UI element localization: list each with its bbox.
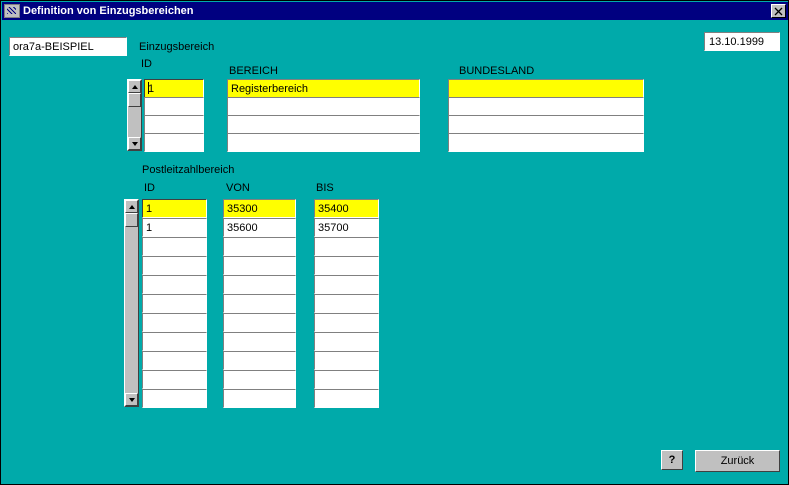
einzugsbereich-column-bereich: BEREICH — [229, 65, 278, 77]
scroll-thumb[interactable] — [125, 213, 138, 227]
plz-bis-cell[interactable] — [314, 370, 379, 389]
help-button[interactable]: ? — [661, 450, 683, 470]
einzugsbereich-bereich-cell[interactable]: Registerbereich — [227, 79, 420, 98]
plz-von-cell[interactable] — [223, 275, 296, 294]
plz-id-cell[interactable] — [142, 389, 207, 408]
postleitzahlbereich-scrollbar[interactable] — [124, 199, 139, 407]
einzugsbereich-bundesland-cell[interactable] — [448, 79, 644, 98]
close-icon[interactable] — [771, 4, 786, 18]
plz-bis-cell[interactable] — [314, 313, 379, 332]
app-icon — [4, 4, 20, 18]
date-field[interactable]: 13.10.1999 — [704, 32, 780, 51]
plz-bis-cell[interactable]: 35400 — [314, 199, 379, 218]
einzugsbereich-bereich-cell[interactable] — [227, 115, 420, 134]
einzugsbereich-id-cell[interactable]: 1 — [144, 79, 204, 98]
plz-bis-cell[interactable] — [314, 389, 379, 408]
einzugsbereich-bundesland-cell[interactable] — [448, 97, 644, 116]
plz-id-cell[interactable] — [142, 294, 207, 313]
plz-bis-cell[interactable] — [314, 294, 379, 313]
postleitzahlbereich-column-id: ID — [144, 182, 155, 194]
plz-von-cell[interactable] — [223, 237, 296, 256]
plz-id-cell[interactable] — [142, 256, 207, 275]
scroll-up-icon[interactable] — [125, 200, 138, 213]
postleitzahlbereich-column-bis: BIS — [316, 182, 334, 194]
einzugsbereich-column-id: ID — [141, 58, 152, 70]
scroll-down-icon[interactable] — [125, 393, 138, 406]
plz-von-cell[interactable] — [223, 313, 296, 332]
plz-bis-cell[interactable]: 35700 — [314, 218, 379, 237]
einzugsbereich-bundesland-cell[interactable] — [448, 115, 644, 134]
plz-von-cell[interactable] — [223, 256, 296, 275]
window-title: Definition von Einzugsbereichen — [23, 5, 194, 17]
plz-id-cell[interactable]: 1 — [142, 218, 207, 237]
einzugsbereich-id-cell[interactable] — [144, 133, 204, 152]
context-field[interactable]: ora7a-BEISPIEL — [9, 37, 127, 56]
einzugsbereich-bereich-cell[interactable] — [227, 97, 420, 116]
scroll-down-icon[interactable] — [128, 137, 141, 150]
scroll-up-icon[interactable] — [128, 80, 141, 93]
scroll-thumb[interactable] — [128, 93, 141, 107]
plz-von-cell[interactable] — [223, 370, 296, 389]
plz-von-cell[interactable] — [223, 351, 296, 370]
postleitzahlbereich-column-von: VON — [226, 182, 250, 194]
title-bar — [2, 2, 789, 20]
plz-bis-cell[interactable] — [314, 351, 379, 370]
back-button[interactable]: Zurück — [695, 450, 780, 472]
plz-id-cell[interactable] — [142, 332, 207, 351]
einzugsbereich-id-cell[interactable] — [144, 115, 204, 134]
einzugsbereich-column-bundesland: BUNDESLAND — [459, 65, 535, 77]
plz-bis-cell[interactable] — [314, 256, 379, 275]
einzugsbereich-section-label: Einzugsbereich — [139, 41, 215, 53]
plz-bis-cell[interactable] — [314, 237, 379, 256]
einzugsbereich-id-cell[interactable] — [144, 97, 204, 116]
postleitzahlbereich-section-label: Postleitzahlbereich — [142, 164, 235, 176]
einzugsbereich-bereich-cell[interactable] — [227, 133, 420, 152]
plz-von-cell[interactable]: 35300 — [223, 199, 296, 218]
plz-id-cell[interactable] — [142, 370, 207, 389]
plz-id-cell[interactable] — [142, 351, 207, 370]
plz-id-cell[interactable]: 1 — [142, 199, 207, 218]
plz-von-cell[interactable] — [223, 332, 296, 351]
einzugsbereich-scrollbar[interactable] — [127, 79, 142, 151]
einzugsbereich-bundesland-cell[interactable] — [448, 133, 644, 152]
plz-id-cell[interactable] — [142, 237, 207, 256]
plz-bis-cell[interactable] — [314, 275, 379, 294]
plz-von-cell[interactable] — [223, 389, 296, 408]
plz-von-cell[interactable] — [223, 294, 296, 313]
plz-id-cell[interactable] — [142, 275, 207, 294]
plz-bis-cell[interactable] — [314, 332, 379, 351]
plz-von-cell[interactable]: 35600 — [223, 218, 296, 237]
plz-id-cell[interactable] — [142, 313, 207, 332]
